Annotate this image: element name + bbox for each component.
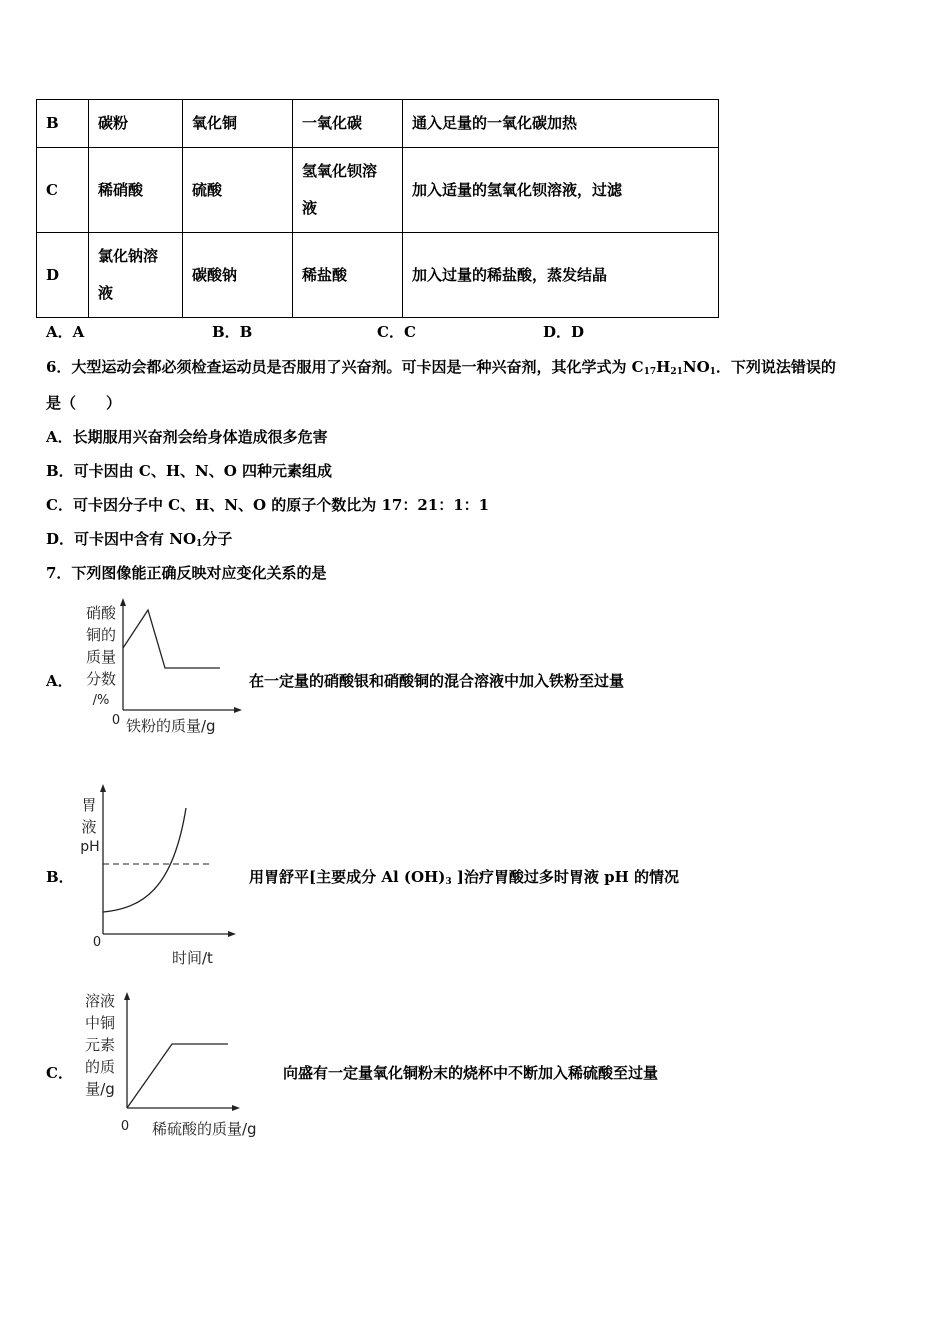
table-cell: 碳粉 xyxy=(89,100,183,148)
q6-stem-text: 6．大型运动会都必须检查运动员是否服用了兴奋剂。可卡因是一种兴奋剂，其化学式为 C xyxy=(46,358,644,376)
graph-c-ylabel-5: 量/g xyxy=(85,1080,115,1098)
graph-b-ylabel-3: pH xyxy=(80,839,100,855)
graph-c-ylabel-4: 的质 xyxy=(84,1058,115,1076)
graph-b-ylabel-2: 液 xyxy=(81,818,97,836)
graph-c-ylabel-2: 中铜 xyxy=(84,1014,115,1032)
row-key: B xyxy=(37,100,89,148)
subscript: 17 xyxy=(643,367,657,377)
q5-option-d[interactable]: D．D xyxy=(543,323,585,341)
q7-option-c-letter[interactable]: C． xyxy=(46,1064,73,1082)
q6-stem-line2: 是（ ） xyxy=(46,394,122,412)
options-table xyxy=(36,99,719,318)
subscript: 1 xyxy=(196,539,203,549)
q7-option-b-letter[interactable]: B． xyxy=(46,868,74,886)
graph-b-ylabel-1: 胃 xyxy=(81,796,97,814)
table-cell: 硫酸 xyxy=(183,148,293,233)
q7-option-c-desc: 向盛有一定量氧化铜粉末的烧杯中不断加入稀硫酸至过量 xyxy=(283,1064,659,1082)
q7-option-a-desc: 在一定量的硝酸银和硝酸铜的混合溶液中加入铁粉至过量 xyxy=(249,672,625,690)
graph-c-ylabel-3: 元素 xyxy=(84,1036,115,1054)
graph-c-x-arrow xyxy=(232,1105,240,1111)
table-row xyxy=(37,100,719,148)
desc-text: 用胃舒平[主要成分 Al (OH) xyxy=(249,868,446,886)
table-cell: 碳酸钠 xyxy=(183,233,293,318)
row-key: D xyxy=(37,233,89,318)
graph-a-x-arrow xyxy=(234,707,242,713)
graph-b-origin: 0 xyxy=(92,935,102,950)
graph-b-curve xyxy=(103,808,186,912)
graph-c-y-arrow xyxy=(124,992,130,1000)
q6-option-a[interactable]: A．长期服用兴奋剂会给身体造成很多危害 xyxy=(46,428,328,446)
q6-option-c[interactable]: C．可卡因分子中 C、H、N、O 的原子个数比为 17：21：1：1 xyxy=(46,496,490,514)
formula-part: NO xyxy=(682,358,710,376)
subscript: 21 xyxy=(670,367,683,377)
graph-b-x-arrow xyxy=(228,931,236,937)
q5-option-c[interactable]: C．C xyxy=(377,323,416,341)
graph-a-origin: 0 xyxy=(111,713,121,728)
graph-b-plot xyxy=(98,784,240,944)
graph-c-ylabel-1: 溶液 xyxy=(84,992,115,1010)
row-key: C xyxy=(37,148,89,233)
option-text: D．可卡因中含有 NO xyxy=(46,530,197,548)
graph-a-ylabel-4: 分数 xyxy=(85,670,116,688)
cell-text-line: 液 xyxy=(302,199,318,217)
q6-option-b[interactable]: B．可卡因由 C、H、N、O 四种元素组成 xyxy=(46,462,333,480)
graph-c-xlabel: 稀硫酸的质量/g xyxy=(152,1120,257,1138)
cell-text-line: 氯化钠溶 xyxy=(98,247,159,265)
table-cell xyxy=(293,148,403,233)
q7-option-b-desc xyxy=(249,866,679,887)
graph-b-xlabel: 时间/t xyxy=(172,949,213,967)
subscript: 1 xyxy=(709,367,716,377)
table-row xyxy=(37,233,719,318)
table-cell: 一氧化碳 xyxy=(293,100,403,148)
desc-text: ]治疗胃酸过多时胃液 pH 的情况 xyxy=(451,868,680,886)
option-text: 分子 xyxy=(202,530,233,548)
q6-option-d[interactable] xyxy=(46,528,232,549)
graph-a-plot xyxy=(118,598,248,718)
table-cell: 加入过量的稀盐酸，蒸发结晶 xyxy=(403,233,719,318)
graph-a-xlabel: 铁粉的质量/g xyxy=(126,717,216,735)
table-cell: 氧化铜 xyxy=(183,100,293,148)
q6-stem-text: ．下列说法错误的 xyxy=(715,358,836,376)
q5-option-a[interactable]: A．A xyxy=(46,323,85,341)
subscript: 3 xyxy=(445,877,452,887)
graph-c-curve xyxy=(127,1044,228,1108)
table-cell xyxy=(89,233,183,318)
q5-option-b[interactable]: B．B xyxy=(212,323,253,341)
table-cell: 加入适量的氢氧化钡溶液，过滤 xyxy=(403,148,719,233)
graph-a-ylabel-1: 硝酸 xyxy=(85,604,116,622)
table-row xyxy=(37,148,719,233)
q7-stem: 7．下列图像能正确反映对应变化关系的是 xyxy=(46,564,327,582)
q6-stem xyxy=(46,356,836,377)
table-cell: 通入足量的一氧化碳加热 xyxy=(403,100,719,148)
q7-option-a-letter[interactable]: A． xyxy=(46,672,73,690)
graph-a-curve xyxy=(123,610,220,668)
cell-text-line: 氢氧化钡溶 xyxy=(302,162,378,180)
graph-a-ylabel-5: /% xyxy=(92,693,110,708)
graph-a-ylabel-2: 铜的 xyxy=(85,626,116,644)
graph-a-y-arrow xyxy=(120,598,126,606)
cell-text-line: 液 xyxy=(98,284,114,302)
graph-a-ylabel-3: 质量 xyxy=(85,648,116,666)
graph-b-y-arrow xyxy=(100,784,106,792)
graph-c-origin: 0 xyxy=(120,1119,130,1134)
graph-c-plot xyxy=(122,992,246,1116)
table-cell: 稀硝酸 xyxy=(89,148,183,233)
table-cell: 稀盐酸 xyxy=(293,233,403,318)
formula-part: H xyxy=(656,358,671,376)
